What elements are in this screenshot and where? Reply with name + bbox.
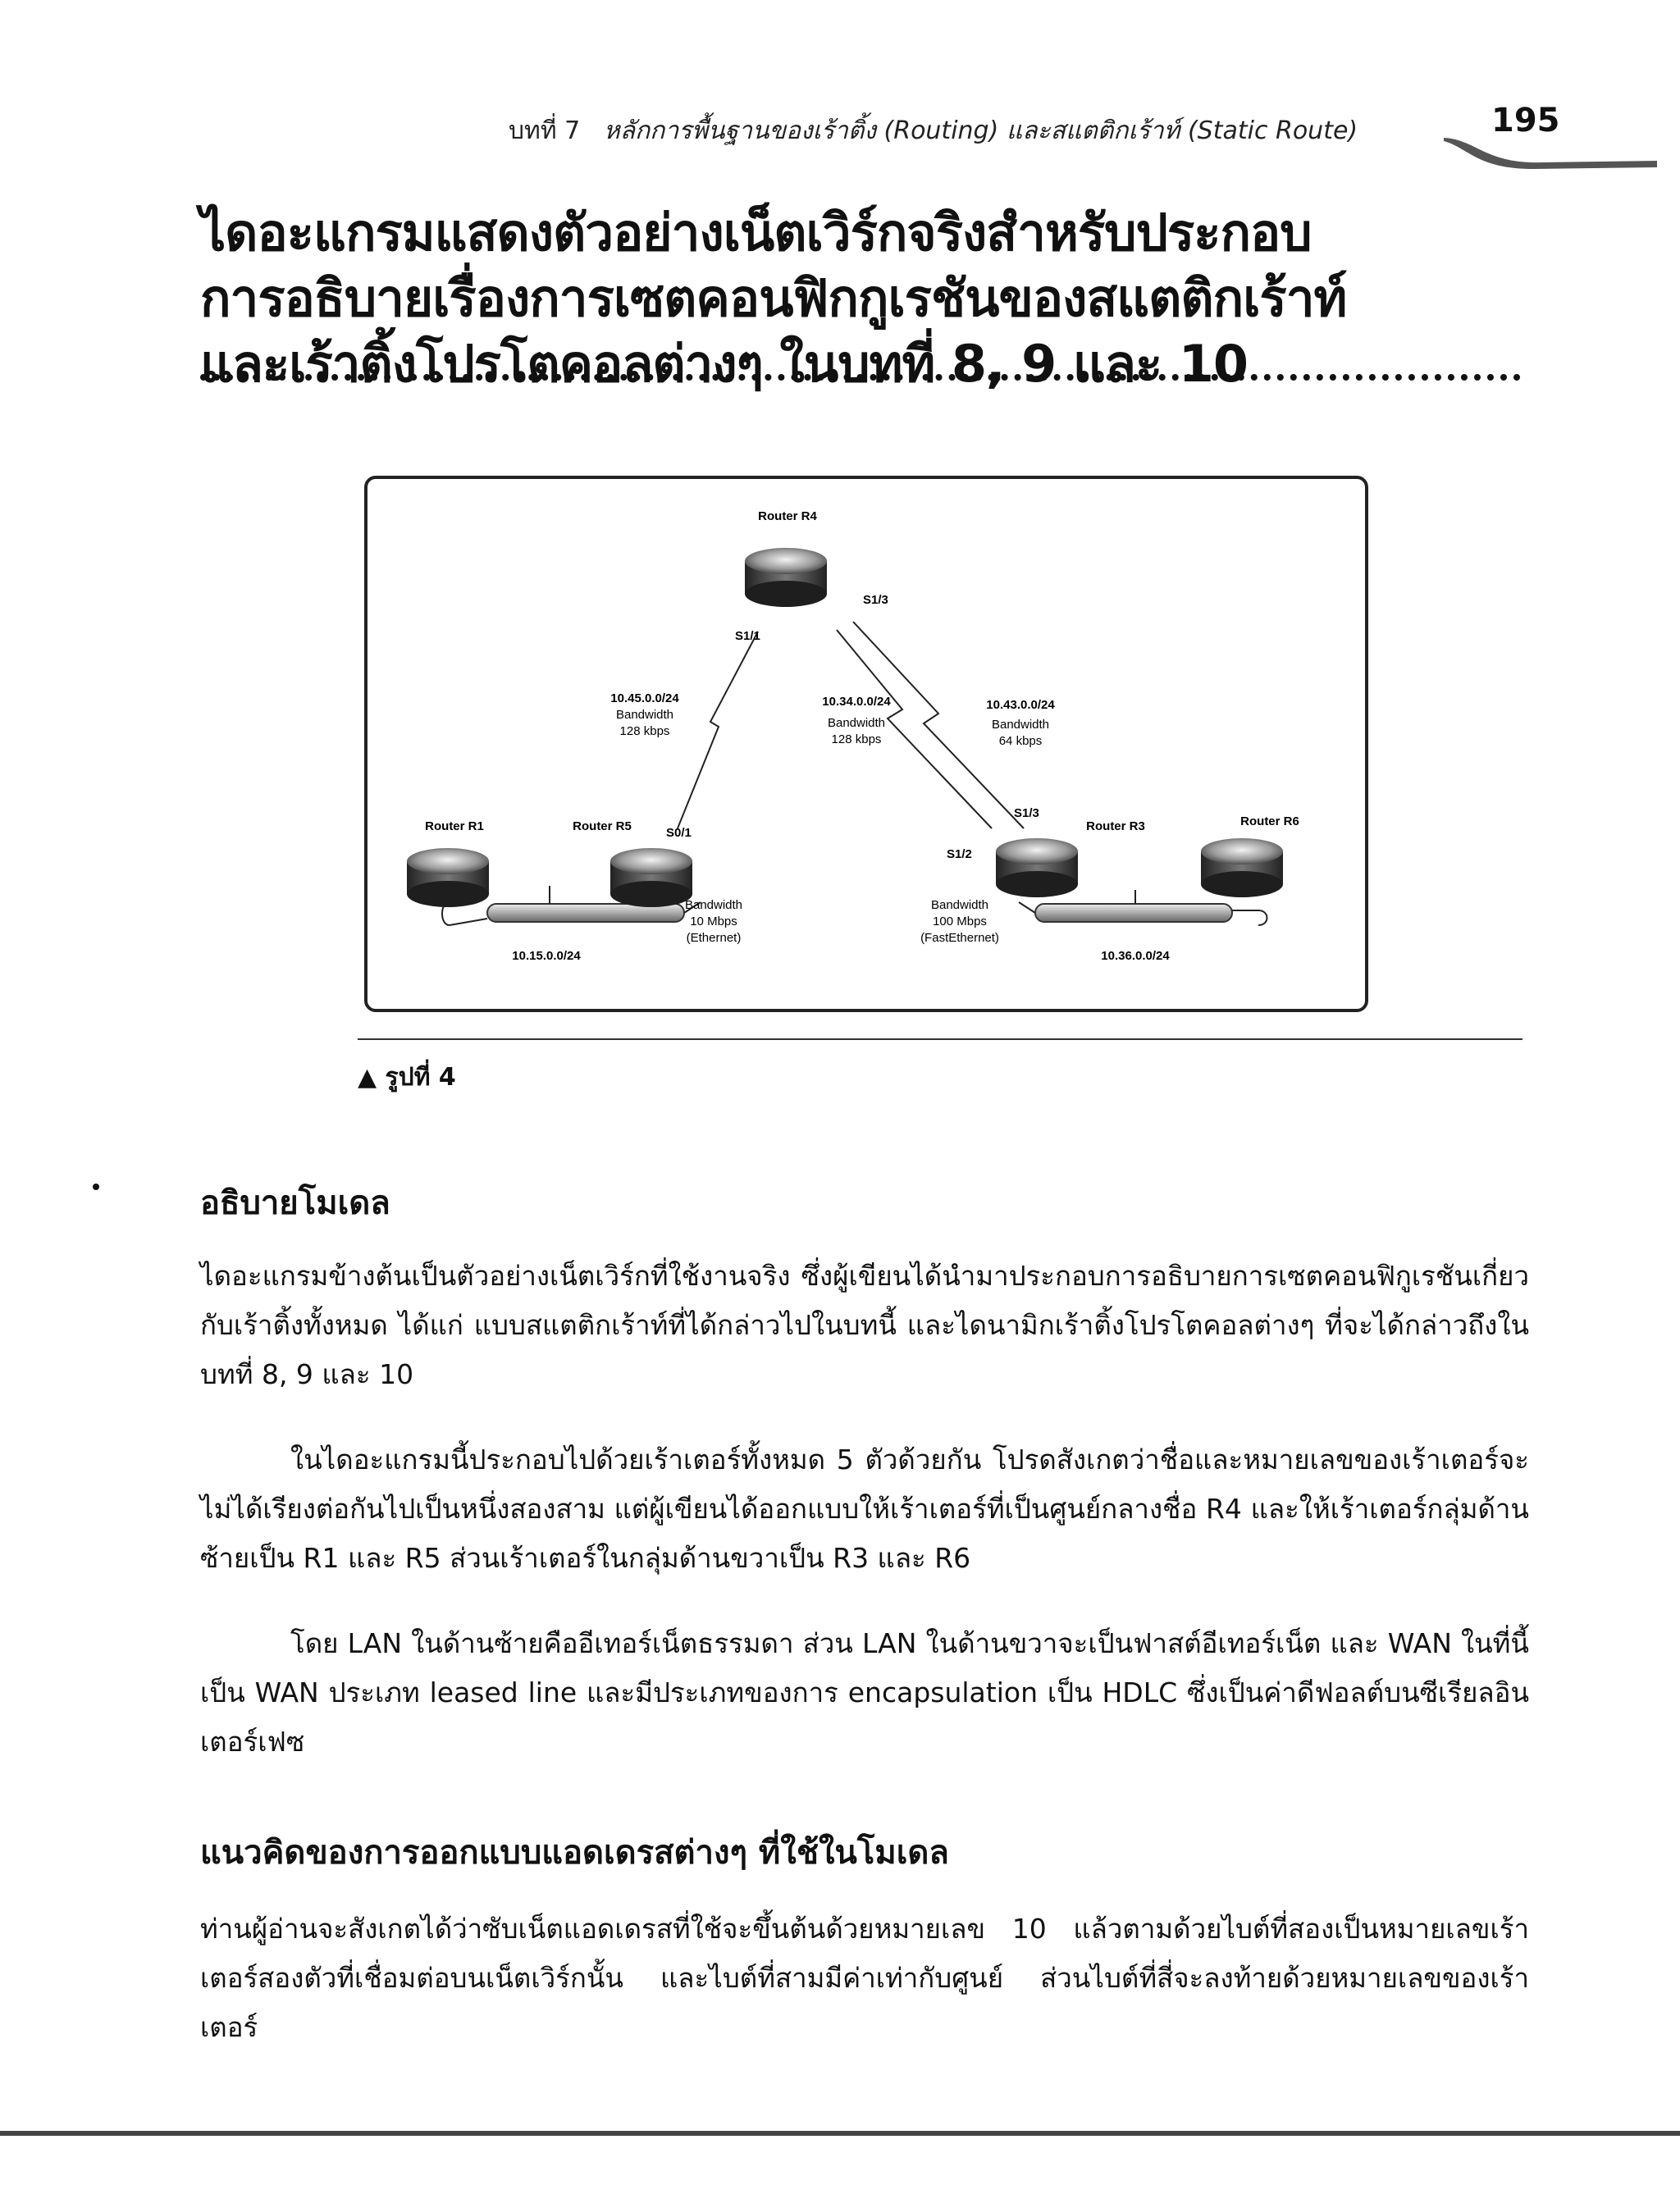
section-heading-model: อธิบายโมเดล [200, 1184, 390, 1222]
link-r4-r3-b-bw-label: Bandwidth [991, 718, 1050, 732]
r5-s01-label: S0/1 [666, 826, 692, 840]
r4-s13-label: S1/3 [863, 593, 888, 607]
link-r4-r3-a-bw-value: 128 kbps [831, 732, 882, 746]
lan-right-network: 10.36.0.0/24 [1101, 949, 1170, 963]
link-r4-r5-network: 10.45.0.0/24 [610, 691, 679, 705]
chapter-title: หลักการพื้นฐานของเร้าติ้ง (Routing) และสแตติกเร้าท์ (Static Route) [603, 116, 1358, 145]
router-r5-label: Router R5 [573, 819, 632, 833]
paragraph: ในไดอะแกรมนี้ประกอบไปด้วยเร้าเตอร์ทั้งหมด 5 ตัวด้วยกัน โปรดสังเกตว่าชื่อและหมายเลขของเร้าเตอร์จะไม่ได้เรียงต่อกันไปเป็นหนึ่งสองสาม แต่ผู้เขียนได้ออกแบบให้เร้าเตอร์ที่เป็นศูนย์กลางชื่อ R4 และให้เร้าเตอร์กลุ่มด้านซ้ายเป็น R1 และ R5 ส่วนเร้าเตอร์ในกลุ่มด้านขวาเป็น R3 และ R6 [200, 1444, 1529, 1574]
network-diagram [364, 476, 1368, 1012]
lan-left-type: (Ethernet) [686, 931, 742, 945]
title-dotted-rule [200, 374, 1521, 381]
figure-caption [358, 1058, 456, 1097]
lan-right-bw-value: 100 Mbps [933, 915, 987, 928]
router-r1-icon [407, 848, 489, 907]
triangle-icon: ▲ [358, 1063, 377, 1092]
bottom-rule [0, 2131, 1680, 2136]
link-r4-r5-bw-label: Bandwidth [615, 708, 674, 722]
lan-right-type: (FastEthernet) [920, 931, 999, 945]
link-r4-r3-b-network: 10.43.0.0/24 [986, 698, 1055, 712]
link-r4-r3-b-bw-value: 64 kbps [998, 734, 1043, 748]
link-r4-r3-a-labels [822, 695, 891, 746]
lan-left-bw-value: 10 Mbps [690, 915, 737, 928]
router-r4-icon [745, 548, 827, 607]
margin-mark [93, 1184, 99, 1190]
link-r4-r3-a-network: 10.34.0.0/24 [822, 695, 891, 709]
link-r4-r3-b-labels [986, 698, 1055, 748]
lan-left-network: 10.15.0.0/24 [512, 949, 581, 963]
lan-left-bw-label: Bandwidth [684, 898, 743, 912]
link-r4-r3-a-bw-label: Bandwidth [827, 716, 886, 730]
page-title [200, 200, 1529, 397]
r4-s11-label: S1/1 [735, 629, 760, 643]
chapter-label: บทที่ 7 [509, 116, 581, 145]
link-r4-r5-labels [610, 691, 679, 738]
router-r3-label: Router R3 [1086, 819, 1145, 833]
title-line-2: การอธิบายเรื่องการเซตคอนฟิกกูเรชันของสแตติกเร้าท์ [200, 268, 1347, 328]
running-header [509, 112, 1358, 150]
figure-rule [358, 1038, 1522, 1040]
wan-link-r4-r5 [678, 632, 758, 828]
title-line-3: และเร้าติ้งโปรโตคอลต่างๆ ในบทที่ 8, 9 และ 10 [200, 334, 1249, 394]
figure-caption-text: รูปที่ 4 [385, 1063, 456, 1092]
page-number: 195 [1491, 102, 1560, 139]
r3-s13-label: S1/3 [1014, 806, 1039, 820]
router-r4-label: Router R4 [758, 509, 817, 523]
section-heading-address-design: แนวคิดของการออกแบบแอดเดรสต่างๆ ที่ใช้ในโมเดล [200, 1834, 949, 1872]
r3-s12-label: S1/2 [947, 847, 972, 861]
lan-right-bw-label: Bandwidth [930, 898, 989, 912]
router-r6-icon [1201, 838, 1283, 897]
paragraph: ไดอะแกรมข้างต้นเป็นตัวอย่างเน็ตเวิร์กที่ใช้งานจริง ซึ่งผู้เขียนได้นำมาประกอบการอธิบายการเซตคอนฟิกูเรชันเกี่ยวกับเร้าติ้งทั้งหมด ได้แก่ แบบสแตติกเร้าท์ที่ได้กล่าวไปในบทนี้ และไดนามิกเร้าติ้งโปรโตคอลต่างๆ ที่จะได้กล่าวถึงในบทที่ 8, 9 และ 10 [200, 1260, 1529, 1390]
paragraph: ท่านผู้อ่านจะสังเกตได้ว่าซับเน็ตแอดเดรสที่ใช้จะขึ้นต้นด้วยหมายเลข 10 แล้วตามด้วยไบต์ที่สองเป็นหมายเลขเร้าเตอร์สองตัวที่เชื่อมต่อบนเน็ตเวิร์กนั้น และไบต์ที่สามมีค่าเท่ากับศูนย์ ส่วนไบต์ที่สี่จะลงท้ายด้วยหมายเลขของเร้าเตอร์ [200, 1913, 1529, 2043]
title-line-1: ไดอะแกรมแสดงตัวอย่างเน็ตเวิร์กจริงสำหรับประกอบ [200, 203, 1312, 262]
router-r3-icon [996, 838, 1078, 897]
router-r6-label: Router R6 [1240, 814, 1299, 828]
router-r5-icon [610, 848, 692, 907]
link-r4-r5-bw-value: 128 kbps [619, 724, 670, 738]
router-r1-label: Router R1 [425, 819, 484, 833]
paragraph: โดย LAN ในด้านซ้ายคืออีเทอร์เน็ตธรรมดา ส่วน LAN ในด้านขวาจะเป็นฟาสต์อีเทอร์เน็ต และ WAN ในที่นี้เป็น WAN ประเภท leased line และมีประเภทของการ encapsulation เป็น HDLC ซึ่งเป็นค่าดีฟอลต์บนซีเรียลอินเตอร์เฟซ [200, 1627, 1529, 1758]
